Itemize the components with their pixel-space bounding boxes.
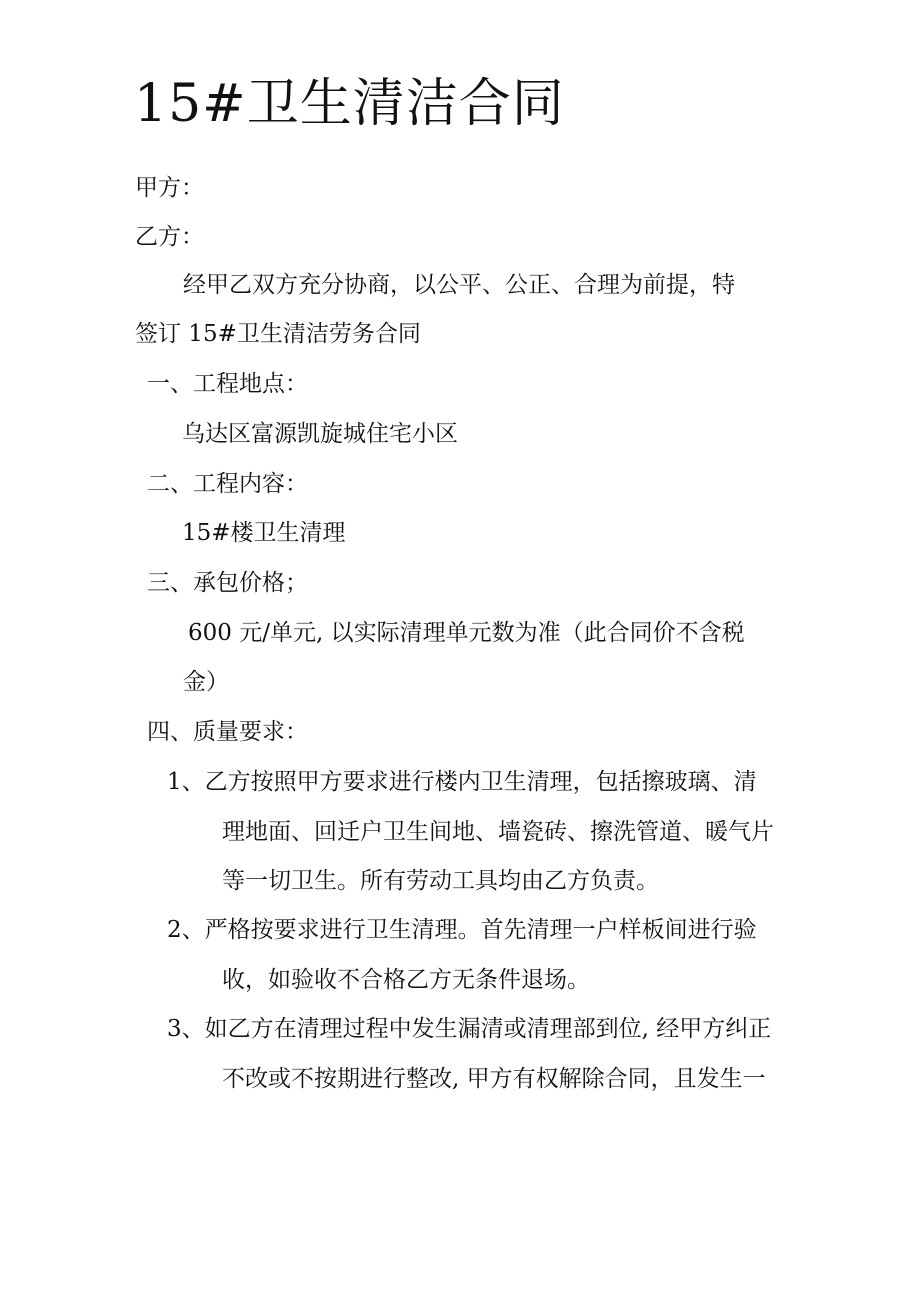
party-a-label: 甲方： [135, 175, 204, 201]
quality-item-2-line-2: 收，如验收不合格乙方无条件退场。 [222, 967, 590, 993]
quality-item-3-line-2: 不改或不按期进行整改, 甲方有权解除合同，且发生一 [222, 1066, 766, 1092]
section-3-content-line-2: 金） [183, 669, 229, 695]
intro-line-1: 经甲乙双方充分协商，以公平、公正、合理为前提，特 [183, 272, 735, 298]
section-3-heading: 三、承包价格； [147, 570, 308, 596]
section-2-heading: 二、工程内容： [147, 471, 308, 497]
quality-item-3-line-1: 3、如乙方在清理过程中发生漏清或清理部到位, 经甲方纠正 [167, 1016, 772, 1042]
section-1-content: 乌达区富源凯旋城住宅小区 [182, 421, 458, 447]
section-1-heading: 一、工程地点： [147, 371, 308, 397]
quality-item-1-line-2: 理地面、回迁户卫生间地、墙瓷砖、擦洗管道、暖气片 [222, 819, 774, 845]
party-b-label: 乙方： [135, 224, 204, 250]
quality-item-1-line-3: 等一切卫生。所有劳动工具均由乙方负责。 [222, 868, 659, 894]
section-3-content-line-1: 600 元/单元, 以实际清理单元数为准（此合同价不含税 [188, 620, 745, 646]
document-title: 15#卫生清洁合同 [134, 74, 565, 134]
quality-item-2-line-1: 2、严格按要求进行卫生清理。首先清理一户样板间进行验 [167, 917, 757, 943]
section-4-heading: 四、质量要求： [147, 719, 308, 745]
section-2-content: 15#楼卫生清理 [182, 520, 346, 546]
quality-item-1-line-1: 1、乙方按照甲方要求进行楼内卫生清理，包括擦玻璃、清 [167, 769, 757, 795]
intro-line-2: 签订 15#卫生清洁劳务合同 [135, 321, 421, 347]
